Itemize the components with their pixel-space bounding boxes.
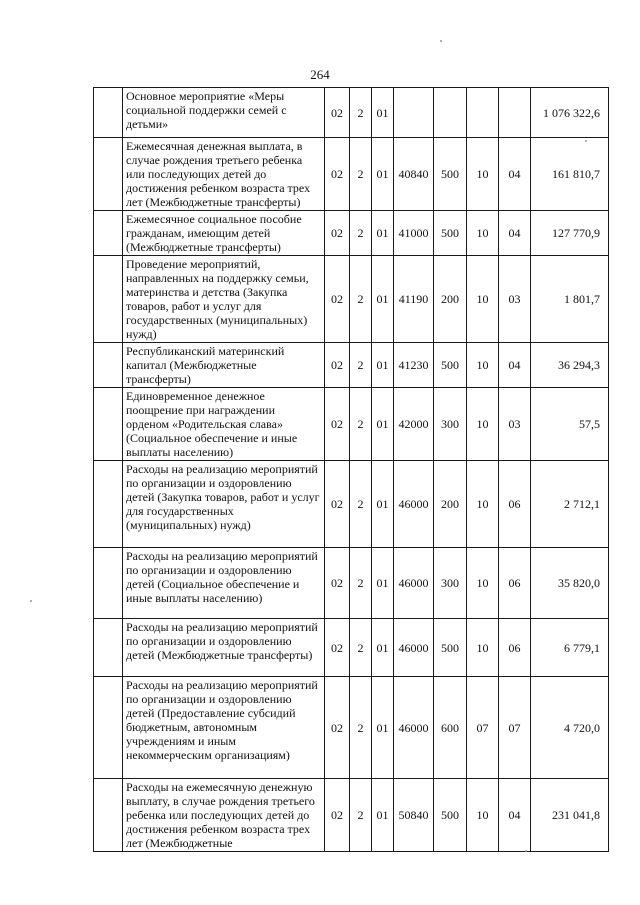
program-code: 02: [325, 211, 350, 256]
section-code: 07: [467, 677, 499, 779]
subsection-code: 04: [499, 138, 531, 211]
section-code: 10: [467, 211, 499, 256]
subsection-code: 07: [499, 677, 531, 779]
direction-code: 46000: [394, 677, 434, 779]
expense-type-code: 200: [434, 256, 467, 343]
row-description: Расходы на реализацию мероприятий по организации и оздоровлению детей (Межбюджетные трансферты): [123, 619, 325, 677]
section-code: 10: [467, 388, 499, 461]
row-description: Единовременное денежное поощрение при награждении орденом «Родительская слава» (Социальное обеспечение и иные выплаты населению): [123, 388, 325, 461]
subprogram-code: 2: [350, 138, 372, 211]
main-event-code: 01: [372, 619, 394, 677]
subsection-code: 04: [499, 343, 531, 388]
row-description: Проведение мероприятий, направленных на поддержку семьи, материнства и детства (Закупка товаров, работ и услуг для государственных (муниципальных) нужд): [123, 256, 325, 343]
amount-value: 231 041,8: [531, 779, 609, 852]
row-description: Расходы на реализацию мероприятий по организации и оздоровлению детей (Закупка товаров, работ и услуг для государственных (муниципальных) нужд): [123, 461, 325, 548]
program-code: 02: [325, 779, 350, 852]
direction-code: 41000: [394, 211, 434, 256]
subprogram-code: 2: [350, 88, 372, 138]
expense-type-code: 600: [434, 677, 467, 779]
amount-value: 161 810,7: [531, 138, 609, 211]
table-row: [94, 343, 609, 388]
row-description: Расходы на реализацию мероприятий по организации и оздоровлению детей (Социальное обеспечение и иные выплаты населению): [123, 548, 325, 619]
subsection-code: 06: [499, 461, 531, 548]
main-event-code: 01: [372, 88, 394, 138]
amount-value: 2 712,1: [531, 461, 609, 548]
scan-speck: [525, 850, 527, 852]
subsection-code: 04: [499, 779, 531, 852]
amount-value: 36 294,3: [531, 343, 609, 388]
subprogram-code: 2: [350, 619, 372, 677]
subprogram-code: 2: [350, 211, 372, 256]
amount-value: 57,5: [531, 388, 609, 461]
table-row: [94, 88, 609, 138]
amount-value: 4 720,0: [531, 677, 609, 779]
table-row: [94, 388, 609, 461]
row-margin-cell: [94, 343, 123, 388]
table-row: [94, 256, 609, 343]
expense-type-code: [434, 88, 467, 138]
subsection-code: 06: [499, 548, 531, 619]
table-body: [94, 88, 609, 852]
main-event-code: 01: [372, 388, 394, 461]
amount-value: 35 820,0: [531, 548, 609, 619]
main-event-code: 01: [372, 256, 394, 343]
expense-type-code: 500: [434, 343, 467, 388]
section-code: 10: [467, 461, 499, 548]
direction-code: 50840: [394, 779, 434, 852]
row-description: Основное мероприятие «Меры социальной поддержки семей с детьми»: [123, 88, 325, 138]
direction-code: 41230: [394, 343, 434, 388]
table-row: [94, 779, 609, 852]
table-row: [94, 548, 609, 619]
main-event-code: 01: [372, 548, 394, 619]
row-description: Ежемесячная денежная выплата, в случае рождения третьего ребенка или последующих детей до достижения ребенком возраста трех лет (Межбюджетные трансферты): [123, 138, 325, 211]
row-margin-cell: [94, 138, 123, 211]
section-code: 10: [467, 619, 499, 677]
program-code: 02: [325, 461, 350, 548]
program-code: 02: [325, 256, 350, 343]
direction-code: 46000: [394, 619, 434, 677]
scan-speck: [30, 600, 32, 602]
subprogram-code: 2: [350, 548, 372, 619]
main-event-code: 01: [372, 677, 394, 779]
program-code: 02: [325, 677, 350, 779]
expense-type-code: 300: [434, 388, 467, 461]
row-margin-cell: [94, 388, 123, 461]
row-description: Расходы на ежемесячную денежную выплату, в случае рождения третьего ребенка или последующих детей до достижения ребенком возраста трех лет (Межбюджетные: [123, 779, 325, 852]
program-code: 02: [325, 88, 350, 138]
main-event-code: 01: [372, 779, 394, 852]
program-code: 02: [325, 548, 350, 619]
amount-value: 1 801,7: [531, 256, 609, 343]
amount-value: 6 779,1: [531, 619, 609, 677]
table-row: [94, 138, 609, 211]
direction-code: [394, 88, 434, 138]
section-code: 10: [467, 548, 499, 619]
direction-code: 46000: [394, 548, 434, 619]
direction-code: 40840: [394, 138, 434, 211]
row-description: Расходы на реализацию мероприятий по организации и оздоровлению детей (Предоставление субсидий бюджетным, автономным учреждениям и иным некоммерческим организациям): [123, 677, 325, 779]
direction-code: 42000: [394, 388, 434, 461]
subprogram-code: 2: [350, 677, 372, 779]
program-code: 02: [325, 138, 350, 211]
main-event-code: 01: [372, 138, 394, 211]
row-description: Ежемесячное социальное пособие гражданам, имеющим детей (Межбюджетные трансферты): [123, 211, 325, 256]
scan-speck: [440, 40, 442, 42]
row-margin-cell: [94, 256, 123, 343]
table-row: [94, 211, 609, 256]
table-row: [94, 619, 609, 677]
program-code: 02: [325, 343, 350, 388]
amount-value: 1 076 322,6: [531, 88, 609, 138]
row-margin-cell: [94, 548, 123, 619]
subsection-code: [499, 88, 531, 138]
main-event-code: 01: [372, 461, 394, 548]
expense-type-code: 200: [434, 461, 467, 548]
row-margin-cell: [94, 211, 123, 256]
subsection-code: 03: [499, 388, 531, 461]
scan-speck: [585, 140, 587, 142]
subprogram-code: 2: [350, 461, 372, 548]
table-row: [94, 461, 609, 548]
direction-code: 46000: [394, 461, 434, 548]
row-margin-cell: [94, 619, 123, 677]
section-code: 10: [467, 256, 499, 343]
section-code: 10: [467, 779, 499, 852]
direction-code: 41190: [394, 256, 434, 343]
table-row: [94, 677, 609, 779]
subprogram-code: 2: [350, 256, 372, 343]
page-number: 264: [310, 67, 330, 82]
main-event-code: 01: [372, 343, 394, 388]
subsection-code: 04: [499, 211, 531, 256]
subsection-code: 03: [499, 256, 531, 343]
expense-type-code: 300: [434, 548, 467, 619]
row-margin-cell: [94, 677, 123, 779]
budget-table: [93, 87, 609, 852]
subprogram-code: 2: [350, 779, 372, 852]
subprogram-code: 2: [350, 343, 372, 388]
row-margin-cell: [94, 88, 123, 138]
subprogram-code: 2: [350, 388, 372, 461]
amount-value: 127 770,9: [531, 211, 609, 256]
row-margin-cell: [94, 779, 123, 852]
subsection-code: 06: [499, 619, 531, 677]
expense-type-code: 500: [434, 211, 467, 256]
section-code: [467, 88, 499, 138]
program-code: 02: [325, 388, 350, 461]
section-code: 10: [467, 138, 499, 211]
section-code: 10: [467, 343, 499, 388]
main-event-code: 01: [372, 211, 394, 256]
row-margin-cell: [94, 461, 123, 548]
program-code: 02: [325, 619, 350, 677]
expense-type-code: 500: [434, 619, 467, 677]
expense-type-code: 500: [434, 138, 467, 211]
expense-type-code: 500: [434, 779, 467, 852]
row-description: Республиканский материнский капитал (Межбюджетные трансферты): [123, 343, 325, 388]
